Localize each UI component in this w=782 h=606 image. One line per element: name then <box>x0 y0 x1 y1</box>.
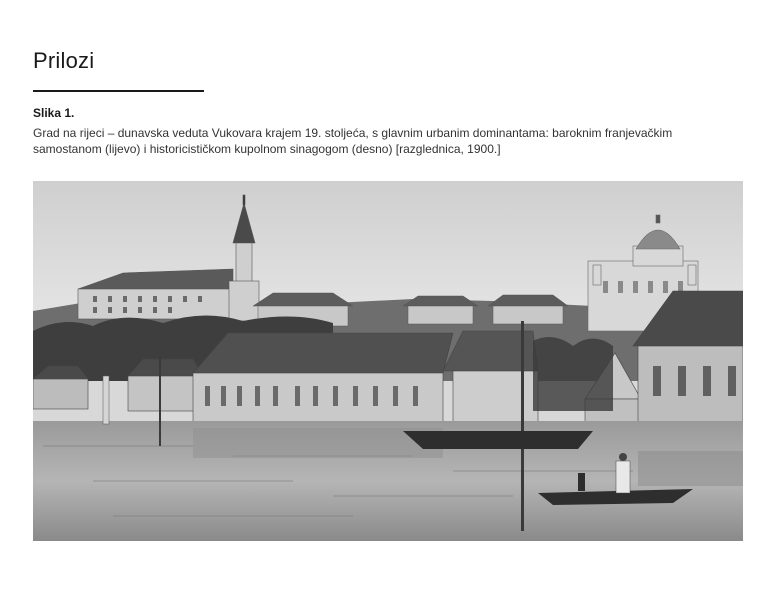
figure-label: Slika 1. <box>33 106 75 120</box>
figure-caption: Grad na rijeci – dunavska veduta Vukovara krajem 19. stoljeća, s glavnim urbanim dominantama: baroknim franjevačkim samostanom (lijevo) i historicističkom kupolnom sinagogom (desno) [razglednica, 1900.] <box>33 126 673 156</box>
historic-photo <box>33 181 743 541</box>
section-title: Prilozi <box>33 48 95 73</box>
title-underline <box>33 90 204 92</box>
vukovar-riverside-postcard-image <box>33 181 743 541</box>
